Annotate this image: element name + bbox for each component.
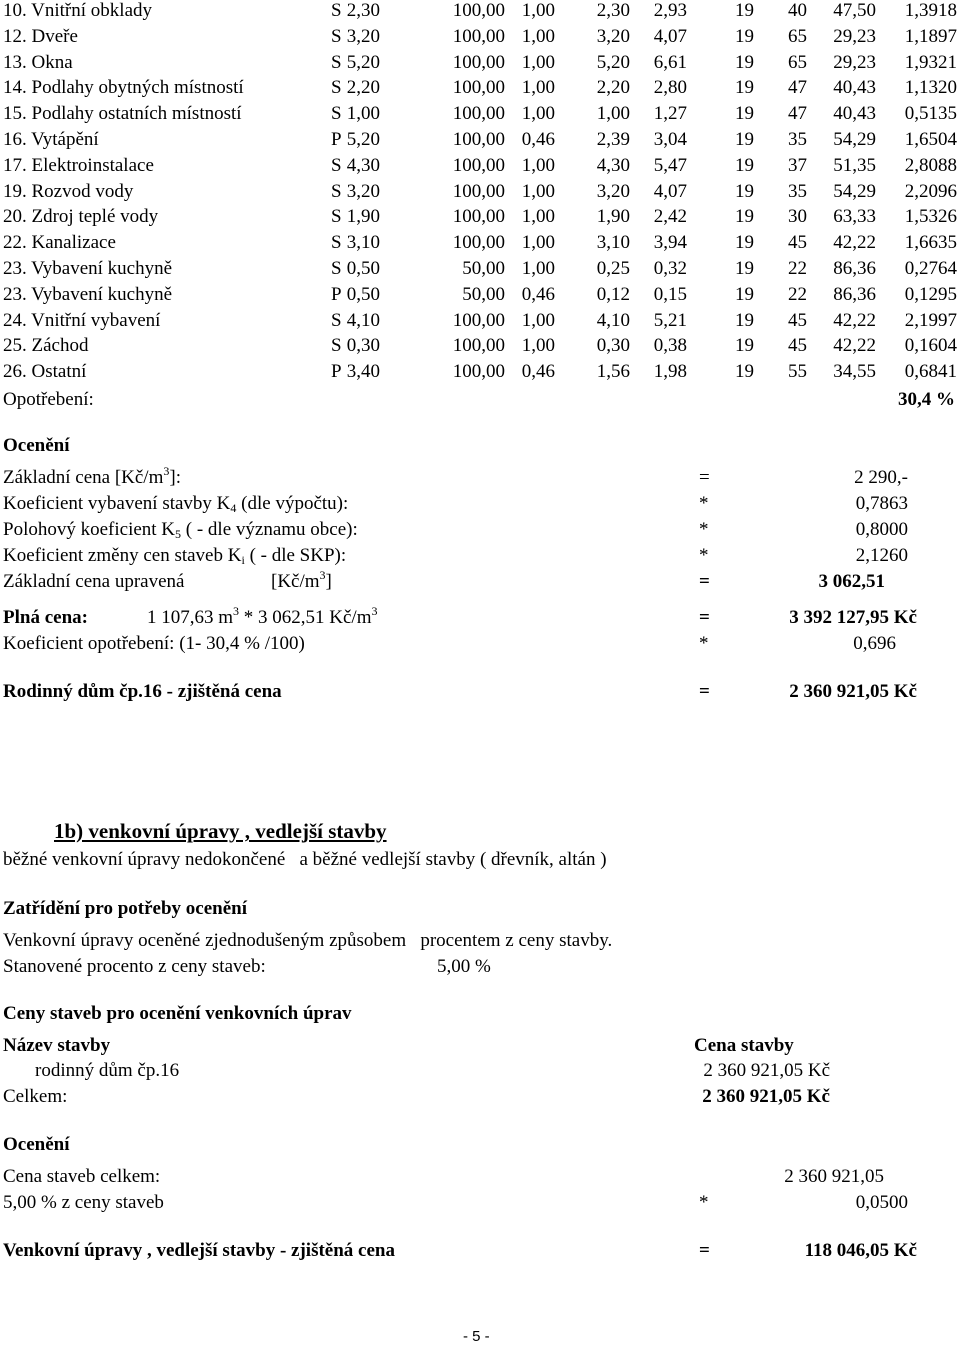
table-cell-item-name: 14. Podlahy obytných místností	[3, 77, 244, 99]
table-cell-value-6: 19	[735, 180, 754, 202]
adjusted-price-unit: $[Kč/m^3]$	[271, 568, 332, 592]
k5-label: Polohový koeficient $K_5$ ( - dle významu obce):	[3, 519, 358, 541]
wear-coef-label: Koeficient opotřebení: (1- 30,4 % /100)	[3, 633, 305, 654]
table-cell-value-4: 4,10	[596, 309, 630, 331]
table-cell-value-5: 4,07	[653, 180, 687, 202]
sum-label: Cena staveb celkem:	[3, 1166, 161, 1187]
table-cell-value-3: 1,00	[521, 180, 555, 202]
total-value: 2 360 921,05 Kč	[702, 1086, 830, 1107]
table-cell-value-3: 1,00	[521, 25, 555, 47]
table-cell-value-3: 1,00	[521, 0, 555, 21]
table-cell-item-name: 24. Vnitřní vybavení	[3, 309, 161, 331]
table-cell-value-1: 5,20	[346, 51, 380, 73]
table-cell-value-2: 50,00	[462, 283, 505, 305]
table-cell-value-1: 0,30	[346, 335, 380, 357]
table-cell-value-5: 3,04	[653, 129, 687, 150]
house-result-value: 2 360 921,05 Kč	[789, 681, 917, 702]
table-cell-value-5: 2,93	[653, 0, 687, 21]
outdoor-result-label: Venkovní úpravy , vedlejší stavby - zjištěná cena	[3, 1240, 395, 1261]
table-cell-value-8: 42,22	[833, 335, 876, 357]
table-row	[0, 285, 960, 311]
adjusted-price-value: 3 062,51	[818, 571, 885, 592]
wear-value: 30,4 %	[898, 389, 955, 410]
outdoor-result-value: 118 046,05 Kč	[804, 1240, 917, 1261]
table-cell-value-5: 1,27	[653, 103, 687, 125]
outdoor-result-op: =	[699, 1240, 710, 1261]
table-cell-item-kind: S	[331, 309, 342, 331]
table-cell-item-name: 19. Rozvod vody	[3, 180, 134, 202]
table-cell-value-6: 19	[735, 51, 754, 73]
table-cell-value-2: 100,00	[452, 180, 505, 202]
k4-op: *	[699, 493, 709, 514]
base-price-value: 2 290,-	[854, 467, 908, 488]
table-cell-value-9: 0,2764	[904, 258, 957, 279]
table-cell-value-8: 29,23	[833, 51, 876, 73]
table-cell-value-6: 19	[735, 283, 754, 305]
table-cell-value-1: 0,50	[346, 283, 380, 305]
table-cell-value-5: 1,98	[653, 361, 687, 383]
table-cell-value-6: 19	[735, 258, 754, 279]
wear-label: Opotřebení:	[3, 389, 94, 410]
table-cell-value-5: 5,47	[653, 154, 687, 176]
table-cell-value-2: 50,00	[462, 258, 505, 279]
table-cell-value-2: 100,00	[452, 77, 505, 99]
table-cell-value-4: 1,00	[596, 103, 630, 125]
table-cell-value-4: 4,30	[596, 154, 630, 176]
table-cell-value-4: 3,10	[596, 232, 630, 254]
table-cell-value-9: 0,1295	[904, 283, 957, 305]
table-cell-value-2: 100,00	[452, 129, 505, 150]
table-row	[0, 53, 960, 79]
ki-op: *	[699, 545, 709, 566]
pct-op: *	[699, 1192, 709, 1213]
table-cell-value-9: 0,6841	[904, 361, 957, 383]
table-cell-value-4: 0,30	[596, 335, 630, 357]
table-cell-item-name: 10. Vnitřní obklady	[3, 0, 153, 21]
house-result-op: =	[699, 681, 710, 702]
table-cell-value-9: 2,1997	[904, 309, 957, 331]
table-cell-value-7: 40	[788, 0, 807, 21]
table-cell-value-7: 30	[788, 206, 807, 228]
table-cell-value-3: 1,00	[521, 309, 555, 331]
table-cell-value-6: 19	[735, 25, 754, 47]
table-cell-value-1: 5,20	[346, 129, 380, 150]
table-cell-item-name: 22. Kanalizace	[3, 232, 116, 254]
table-row	[0, 78, 960, 104]
table-cell-value-1: 4,10	[346, 309, 380, 331]
column-name-header: Název stavby	[3, 1035, 111, 1056]
valuation2-heading: Ocenění	[3, 1134, 70, 1155]
full-price-value: 3 392 127,95 Kč	[789, 607, 917, 628]
base-price-label: Základní cena $[Kč/m^3]$:	[3, 464, 181, 488]
table-cell-value-3: 0,46	[521, 361, 555, 383]
table-cell-value-5: 0,32	[653, 258, 687, 279]
adjusted-price-op: =	[699, 571, 710, 592]
pct-label: 5,00 % z ceny staveb	[3, 1192, 164, 1213]
sum-value: 2 360 921,05	[784, 1166, 884, 1187]
table-cell-value-6: 19	[735, 0, 754, 21]
table-cell-item-kind: S	[331, 25, 342, 47]
table-cell-value-6: 19	[735, 154, 754, 176]
k5-value: 0,8000	[855, 519, 908, 540]
table-cell-value-8: 40,43	[833, 103, 876, 125]
table-cell-value-9: 1,5326	[904, 206, 957, 228]
table-cell-value-7: 35	[788, 180, 807, 202]
table-cell-value-7: 22	[788, 283, 807, 305]
table-cell-value-7: 47	[788, 103, 807, 125]
table-cell-value-9: 2,8088	[904, 154, 957, 176]
k5-op: *	[699, 519, 709, 540]
table-cell-value-3: 1,00	[521, 335, 555, 357]
table-cell-item-kind: S	[331, 258, 342, 279]
table-cell-value-8: 47,50	[833, 0, 876, 21]
table-cell-value-7: 45	[788, 309, 807, 331]
table-cell-item-kind: S	[331, 51, 342, 73]
table-cell-value-1: 3,20	[346, 25, 380, 47]
table-cell-value-4: 2,39	[596, 129, 630, 150]
table-cell-value-5: 6,61	[653, 51, 687, 73]
house-result-label: Rodinný dům čp.16 - zjištěná cena	[3, 681, 282, 702]
table-cell-value-1: 0,50	[346, 258, 380, 279]
table-cell-value-8: 54,29	[833, 180, 876, 202]
section-1b-subtitle: běžné venkovní úpravy nedokončené a běžné vedlejší stavby ( dřevník, altán )	[3, 849, 607, 870]
table-cell-item-name: 17. Elektroinstalace	[3, 154, 154, 176]
table-cell-value-9: 1,9321	[904, 51, 957, 73]
table-cell-item-kind: P	[331, 129, 342, 150]
percentage-value: 5,00 %	[437, 956, 491, 977]
table-row	[0, 1, 960, 27]
table-cell-value-4: 0,25	[596, 258, 630, 279]
total-label: Celkem:	[3, 1086, 68, 1107]
table-cell-value-7: 35	[788, 129, 807, 150]
table-cell-value-5: 5,21	[653, 309, 687, 331]
table-cell-item-kind: S	[331, 154, 342, 176]
table-row	[0, 207, 960, 233]
table-cell-item-name: 12. Dveře	[3, 25, 78, 47]
full-price-label: Plná cena:	[3, 607, 88, 628]
table-cell-value-4: 2,20	[596, 77, 630, 99]
table-cell-item-kind: S	[331, 180, 342, 202]
table-cell-value-8: 42,22	[833, 309, 876, 331]
table-cell-item-kind: P	[331, 361, 342, 383]
page-number: - 5 -	[463, 1328, 490, 1345]
table-cell-value-7: 65	[788, 25, 807, 47]
table-cell-value-7: 22	[788, 258, 807, 279]
table-cell-value-8: 40,43	[833, 77, 876, 99]
building-price: 2 360 921,05 Kč	[703, 1060, 830, 1081]
table-cell-value-3: 1,00	[521, 154, 555, 176]
wear-coef-value: 0,696	[853, 633, 896, 654]
table-row	[0, 104, 960, 130]
table-cell-value-6: 19	[735, 335, 754, 357]
table-cell-value-2: 100,00	[452, 232, 505, 254]
table-cell-value-9: 1,6635	[904, 232, 957, 254]
table-cell-value-6: 19	[735, 232, 754, 254]
table-cell-value-2: 100,00	[452, 51, 505, 73]
table-cell-value-8: 54,29	[833, 129, 876, 150]
table-cell-value-3: 1,00	[521, 258, 555, 279]
pct-value: 0,0500	[855, 1192, 908, 1213]
table-cell-item-name: 16. Vytápění	[3, 129, 99, 150]
table-cell-value-1: 3,40	[346, 361, 380, 383]
table-cell-item-kind: S	[331, 77, 342, 99]
table-cell-value-9: 1,1897	[904, 25, 957, 47]
section-1b-title: 1b) venkovní úpravy , vedlejší stavby	[54, 819, 387, 843]
table-cell-value-1: 1,90	[346, 206, 380, 228]
table-cell-item-name: 23. Vybavení kuchyně	[3, 283, 173, 305]
table-cell-value-4: 2,30	[596, 0, 630, 21]
table-cell-value-8: 86,36	[833, 258, 876, 279]
table-cell-value-6: 19	[735, 361, 754, 383]
column-price-header: Cena stavby	[694, 1035, 794, 1056]
k4-label: Koeficient vybavení stavby $K_4$ (dle výpočtu):	[3, 493, 349, 515]
percentage-label: Stanovené procento z ceny staveb:	[3, 956, 266, 977]
table-cell-value-1: 4,30	[346, 154, 380, 176]
table-row	[0, 233, 960, 259]
table-cell-item-name: 26. Ostatní	[3, 361, 87, 383]
table-cell-value-7: 37	[788, 154, 807, 176]
table-cell-item-name: 13. Okna	[3, 51, 73, 73]
table-cell-item-kind: S	[331, 232, 342, 254]
table-cell-value-1: 3,20	[346, 180, 380, 202]
table-cell-value-6: 19	[735, 103, 754, 125]
table-cell-value-6: 19	[735, 206, 754, 228]
table-row	[0, 130, 960, 156]
table-cell-item-kind: S	[331, 335, 342, 357]
table-cell-value-7: 45	[788, 232, 807, 254]
table-cell-value-9: 2,2096	[904, 180, 957, 202]
table-row	[0, 182, 960, 208]
table-row	[0, 156, 960, 182]
full-price-expression: 1 107,63 $m^3 * 3$ 062,51 $Kč/m^3$	[147, 604, 378, 628]
table-cell-value-3: 0,46	[521, 129, 555, 150]
table-cell-value-4: 5,20	[596, 51, 630, 73]
table-cell-value-3: 1,00	[521, 103, 555, 125]
full-price-op: =	[699, 607, 710, 628]
table-cell-value-1: 2,30	[346, 0, 380, 21]
table-cell-value-5: 0,15	[653, 283, 687, 305]
table-row	[0, 27, 960, 53]
table-cell-value-2: 100,00	[452, 103, 505, 125]
table-cell-value-5: 2,80	[653, 77, 687, 99]
table-cell-value-5: 2,42	[653, 206, 687, 228]
table-row	[0, 336, 960, 362]
table-cell-value-3: 1,00	[521, 232, 555, 254]
table-cell-value-9: 0,1604	[904, 335, 957, 357]
table-cell-value-3: 0,46	[521, 283, 555, 305]
table-cell-value-2: 100,00	[452, 25, 505, 47]
table-cell-value-4: 0,12	[596, 283, 630, 305]
valuation-heading: Ocenění	[3, 435, 70, 456]
table-cell-value-8: 63,33	[833, 206, 876, 228]
table-cell-value-8: 51,35	[833, 154, 876, 176]
table-cell-value-8: 86,36	[833, 283, 876, 305]
table-cell-value-2: 100,00	[452, 154, 505, 176]
table-cell-item-name: 25. Záchod	[3, 335, 89, 357]
table-cell-value-3: 1,00	[521, 51, 555, 73]
table-cell-value-7: 55	[788, 361, 807, 383]
table-cell-item-name: 15. Podlahy ostatních místností	[3, 103, 242, 125]
prices-heading: Ceny staveb pro ocenění venkovních úprav	[3, 1003, 352, 1024]
table-cell-item-name: 23. Vybavení kuchyně	[3, 258, 173, 279]
table-cell-value-6: 19	[735, 309, 754, 331]
adjusted-price-label: Základní cena upravená	[3, 571, 185, 592]
building-name: rodinný dům čp.16	[35, 1060, 180, 1081]
table-cell-value-5: 4,07	[653, 25, 687, 47]
ki-value: 2,1260	[855, 545, 908, 566]
table-cell-value-7: 65	[788, 51, 807, 73]
table-cell-value-4: 1,90	[596, 206, 630, 228]
table-cell-value-4: 1,56	[596, 361, 630, 383]
ki-label: Koeficient změny cen staveb $K_i$ ( - dle SKP):	[3, 545, 347, 567]
table-cell-item-kind: S	[331, 103, 342, 125]
table-cell-value-9: 0,5135	[904, 103, 957, 125]
table-cell-item-kind: S	[331, 206, 342, 228]
table-cell-value-5: 3,94	[653, 232, 687, 254]
k4-value: 0,7863	[855, 493, 908, 514]
wear-coef-op: *	[699, 633, 709, 654]
table-cell-value-3: 1,00	[521, 77, 555, 99]
classification-heading: Zatřídění pro potřeby ocenění	[3, 898, 248, 919]
table-cell-value-1: 1,00	[346, 103, 380, 125]
table-cell-value-4: 3,20	[596, 180, 630, 202]
table-cell-value-7: 45	[788, 335, 807, 357]
table-cell-value-2: 100,00	[452, 206, 505, 228]
table-row	[0, 259, 960, 285]
table-row	[0, 362, 960, 388]
table-cell-value-8: 42,22	[833, 232, 876, 254]
table-cell-item-kind: S	[331, 0, 342, 21]
table-row	[0, 311, 960, 337]
table-cell-value-2: 100,00	[452, 335, 505, 357]
table-cell-value-9: 1,6504	[904, 129, 957, 150]
table-cell-item-name: 20. Zdroj teplé vody	[3, 206, 159, 228]
table-cell-value-5: 0,38	[653, 335, 687, 357]
table-cell-value-8: 34,55	[833, 361, 876, 383]
table-cell-value-4: 3,20	[596, 25, 630, 47]
table-cell-value-2: 100,00	[452, 361, 505, 383]
table-cell-value-2: 100,00	[452, 0, 505, 21]
table-cell-value-6: 19	[735, 77, 754, 99]
table-cell-value-1: 2,20	[346, 77, 380, 99]
table-cell-item-kind: P	[331, 283, 342, 305]
table-cell-value-2: 100,00	[452, 309, 505, 331]
table-cell-value-1: 3,10	[346, 232, 380, 254]
classification-line: Venkovní úpravy oceněné zjednodušeným způsobem procentem z ceny stavby.	[3, 930, 613, 951]
table-cell-value-7: 47	[788, 77, 807, 99]
base-price-op: =	[699, 467, 710, 488]
table-cell-value-9: 1,3918	[904, 0, 957, 21]
table-cell-value-3: 1,00	[521, 206, 555, 228]
table-cell-value-9: 1,1320	[904, 77, 957, 99]
table-cell-value-6: 19	[735, 129, 754, 150]
table-cell-value-8: 29,23	[833, 25, 876, 47]
